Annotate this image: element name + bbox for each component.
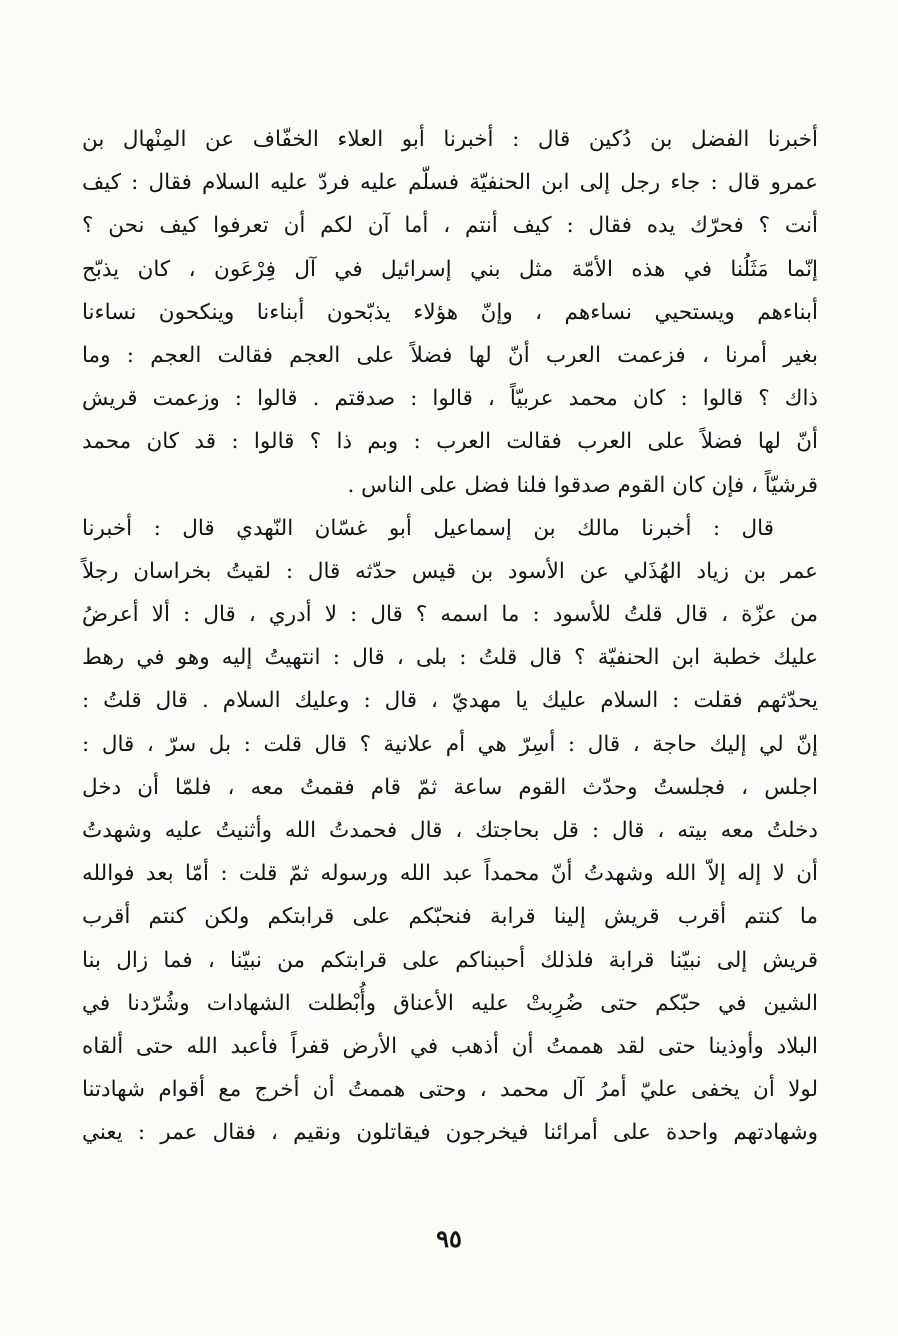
- text-line: قرشيّاً ، فإن كان القوم صدقوا فلنا فضل على الناس .: [347, 472, 818, 498]
- text-line: عليك خطبة ابن الحنفيّة ؟ قال قلتُ : بلى ، قال : انتهيتُ إليه وهو في رهط: [82, 645, 818, 671]
- text-line: البلاد وأوذينا حتى لقد هممتُ أن أذهب في الأرض قفراً فأعبد الله حتى ألقاه: [82, 1033, 818, 1059]
- text-line: بغير أمرنا ، فزعمت العرب أنّ لها فضلاً على العجم فقالت العجم : وما: [82, 342, 818, 368]
- text-line: لولا أن يخفى عليّ أمرُ آل محمد ، وحتى هممتُ أن أخرج مع أقوام شهادتنا: [82, 1077, 818, 1103]
- text-line: أخبرنا الفضل بن دُكين قال : أخبرنا أبو العلاء الخفّاف عن المِنْهال بن: [82, 127, 818, 152]
- text-line: يحدّثهم فقلت : السلام عليك يا مهديّ ، قال : وعليك السلام . قال قلتُ :: [82, 688, 818, 714]
- text-line: من عزّة ، قال قلتُ للأسود : ما اسمه ؟ قال : لا أدري ، قال : ألا أعرضُ: [82, 602, 818, 628]
- text-line: دخلتُ معه بيته ، قال : قل بحاجتك ، قال فحمدتُ الله وأثنيتُ عليه وشهدتُ: [82, 818, 818, 843]
- text-line: عمر بن زياد الهُذَلي عن الأسود بن قيس حدّثه قال : لقيتُ بخراسان رجلاً: [82, 558, 818, 584]
- text-line: إنّ لي إليك حاجة ، قال : أسِرّ هي أم علانية ؟ قال قلت : بل سرّ ، قال :: [82, 731, 818, 757]
- text-line: أن لا إله إلاّ الله وشهدتُ أنّ محمداً عبد الله ورسوله ثمّ قلت : أمّا بعد فوالله: [82, 861, 818, 887]
- text-line: أنّ لها فضلاً على العرب فقالت العرب : وبم ذا ؟ قالوا : قد كان محمد: [82, 429, 818, 455]
- text-line: وشهادتهم واحدة على أمرائنا فيخرجون فيقاتلون ونقيم ، فقال عمر : يعني: [82, 1120, 818, 1146]
- text-line: الشين في حبّكم حتى ضُرِبتْ عليه الأعناق وأُبْطلت الشهادات وشُرّدنا في: [82, 990, 818, 1016]
- text-line: أنت ؟ فحرّك يده فقال : كيف أنتم ، أما آن لكم أن تعرفوا كيف نحن ؟: [82, 213, 818, 239]
- text-line: قال : أخبرنا مالك بن إسماعيل أبو غسّان النّهدي قال : أخبرنا: [82, 515, 774, 541]
- text-line: أبناءهم ويستحيي نساءهم ، وإنّ هؤلاء يذبّحون أبناءنا وينكحون نساءنا: [82, 299, 818, 325]
- page-number: ٩٥: [436, 1224, 462, 1253]
- main-text: [82, 118, 818, 1155]
- text-line: إنّما مَثَلُنا في هذه الأمّة مثل بني إسرائيل في آل فِرْعَون ، كان يذبّح: [82, 256, 818, 282]
- paragraph-1: [82, 118, 818, 507]
- text-line: اجلس ، فجلستُ وحدّث القوم ساعة ثمّ قام فقمتُ معه ، فلمّا أن دخل: [82, 774, 818, 800]
- text-line: قريش إلى نبيّنا قرابة فلذلك أحببناكم على قرابتكم من نبيّنا ، فما زال بنا: [82, 947, 818, 973]
- text-line: عمرو قال : جاء رجل إلى ابن الحنفيّة فسلّم عليه فردّ عليه السلام فقال : كيف: [82, 170, 818, 196]
- text-line: ما كنتم أقرب قريش إلينا قرابة فنحبّكم على قرابتكم ولكن كنتم أقرب: [82, 904, 818, 930]
- text-line: ذاك ؟ قالوا : كان محمد عربيّاً ، قالوا : صدقتم . قالوا : وزعمت قريش: [82, 386, 818, 412]
- paragraph-2: [82, 507, 818, 1155]
